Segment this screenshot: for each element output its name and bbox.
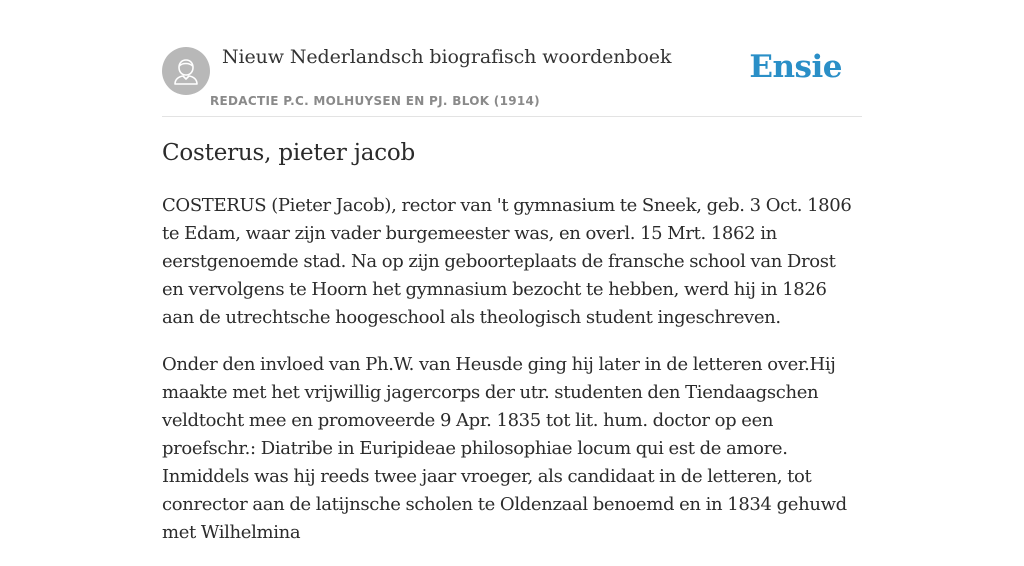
text-line: Onder den invloed van Ph.W. van Heusde ging hij later in de letteren over.Hij — [162, 354, 836, 375]
paragraph — [162, 351, 862, 547]
text-line: reeds twee jaar vroeger, als candidaat in de letteren, tot conrector aan de — [162, 466, 812, 515]
paragraph — [162, 192, 862, 332]
entry-title: Costerus, pieter jacob — [162, 140, 416, 166]
text-line: Edam, waar zijn vader burgemeester was, en overl. 15 Mrt. 1862 in eerstgenoemde — [162, 223, 777, 272]
source-subtitle: REDACTIE P.C. MOLHUYSEN EN PJ. BLOK (1914) — [210, 94, 540, 108]
source-header — [162, 0, 862, 117]
text-line: veldtocht mee en promoveerde 9 Apr. 1835 tot lit. hum. doctor op een proefschr.: — [162, 410, 774, 459]
page — [162, 0, 862, 543]
text-line: maakte met het vrijwillig jagercorps der utr. studenten den Tiendaagschen — [162, 382, 819, 403]
ensie-logo[interactable]: Ensie — [749, 49, 842, 85]
text-line: COSTERUS (Pieter Jacob), rector van 't gymnasium te Sneek, geb. 3 Oct. 1806 te — [162, 195, 852, 244]
text-line: hoogeschool als theologisch student ingeschreven. — [335, 307, 781, 328]
avatar[interactable] — [162, 47, 210, 95]
user-silhouette-icon — [162, 47, 210, 95]
entry-content — [162, 192, 862, 566]
source-title[interactable]: Nieuw Nederlandsch biografisch woordenboek — [222, 46, 672, 68]
text-line: Hoorn het gymnasium bezocht te hebben, werd hij in 1826 aan de utrechtsche — [162, 279, 827, 328]
text-line: stad. Na op zijn geboorteplaats de fransche school van Drost en vervolgens te — [162, 251, 836, 300]
text-line: Diatribe in Euripideae philosophiae locum qui est de amore. Inmiddels was hij — [162, 438, 788, 487]
text-line: latijnsche scholen te Oldenzaal benoemd en in 1834 gehuwd met Wilhelmina — [162, 494, 847, 543]
